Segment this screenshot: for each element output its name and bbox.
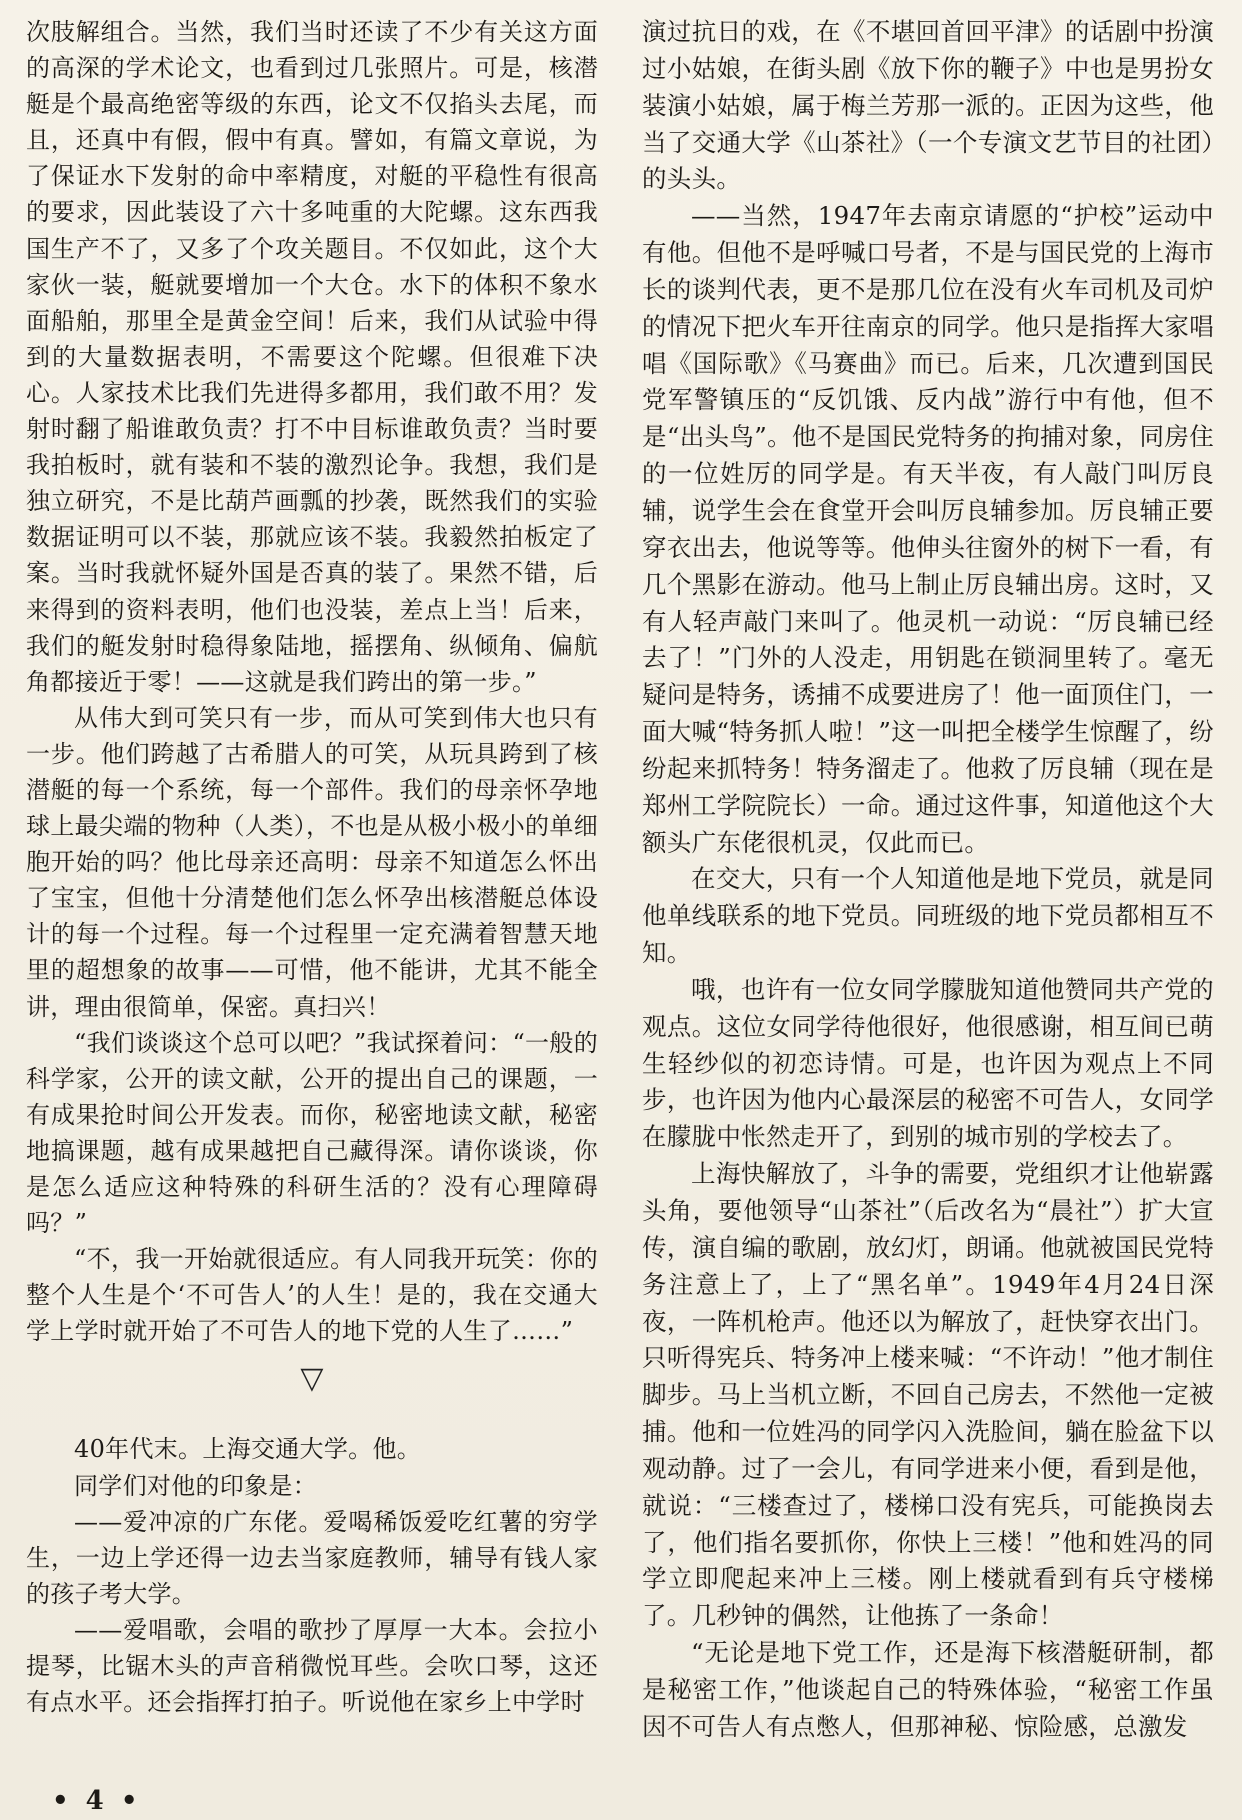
paragraph: “不，我一开始就很适应。有人同我开玩笑：你的整个人生是个‘不可告人’的人生！是的，我在交通大学上学时就开始了不可告人的地下党的人生了……”	[26, 1245, 598, 1346]
paragraph: ——爱唱歌，会唱的歌抄了厚厚一大本。会拉小提琴，比锯木头的声音稍微悦耳些。会吹口琴，这还有点水平。还会指挥打拍子。听说他在家乡上中学时	[26, 1615, 598, 1717]
paragraph: “无论是地下党工作，还是海下核潜艇研制，都是秘密工作，”他谈起自己的特殊体验，“秘密工作虽因不可告人有点憋人，但那神秘、惊险感，总激发	[642, 1638, 1214, 1741]
paragraph: 演过抗日的戏，在《不堪回首回平津》的话剧中扮演过小姑娘，在街头剧《放下你的鞭子》中也是男扮女装演小姑娘，属于梅兰芳那一派的。正因为这些，他当了交通大学《山茶社》（一个专演文艺节目的社团）的头头。	[642, 17, 1214, 194]
paragraph: “我们谈谈这个总可以吧？”我试探着问：“一般的科学家，公开的读文献，公开的提出自己的课题，一有成果抢时间公开发表。而你，秘密地读文献，秘密地搞课题，越有成果越把自己藏得深。请你谈谈，你是怎么适应这种特殊的科研生活的？没有心理障碍吗？”	[26, 1028, 598, 1238]
paragraph: 上海快解放了，斗争的需要，党组织才让他崭露头角，要他领导“山茶社”（后改名为“晨社”）扩大宣传，演自编的歌剧，放幻灯，朗诵。他就被国民党特务注意上了，上了“黑名单”。1949年4月24日深夜，一阵机枪声。他还以为解放了，赶快穿衣出门。只听得宪兵、特务冲上楼来喊：“不许动！”他才制住脚步。马上当机立断，不回自己房去，不然他一定被捕。他和一位姓冯的同学闪入洗脸间，躺在脸盆下以观动静。过了一会儿，有同学进来小便，看到是他，就说：“三楼查过了，楼梯口没有宪兵，可能换岗去了，他们指名要抓你，你快上三楼！”他和姓冯的同学立即爬起来冲上三楼。刚上楼就看到有兵守楼梯了。几秒钟的偶然，让他拣了一条命！	[642, 1159, 1214, 1631]
paragraph: 40年代末。上海交通大学。他。	[74, 1435, 422, 1464]
paragraph: 同学们对他的印象是：	[74, 1471, 317, 1500]
paragraph: ——当然，1947年去南京请愿的“护校”运动中有他。但他不是呼喊口号者，不是与国民党的上海市长的谈判代表，更不是那几位在没有火车司机及司炉的情况下把火车开往南京的同学。他只是指挥大家唱唱《国际歌》《马赛曲》而已。后来，几次遭到国民党军警镇压的“反饥饿、反内战”游行中有他，但不是“出头鸟”。他不是国民党特务的拘捕对象，同房住的一位姓厉的同学是。有天半夜，有人敲门叫厉良辅，说学生会在食堂开会叫厉良辅参加。厉良辅正要穿衣出去，他说等等。他伸头往窗外的树下一看，有几个黑影在游动。他马上制止厉良辅出房。这时，又有人轻声敲门来叫了。他灵机一动说：“厉良辅已经去了！”门外的人没走，用钥匙在锁洞里转了。毫无疑问是特务，诱捕不成要进房了！他一面顶住门，一面大喊“特务抓人啦！”这一叫把全楼学生惊醒了，纷纷起来抓特务！特务溜走了。他救了厉良辅（现在是郑州工学院院长）一命。通过这件事，知道他这个大额头广东佬很机灵，仅此而已。	[642, 201, 1214, 857]
left-column	[26, 14, 598, 1720]
paragraph: 从伟大到可笑只有一步，而从可笑到伟大也只有一步。他们跨越了古希腊人的可笑，从玩具跨到了核潜艇的每一个系统，每一个部件。我们的母亲怀孕地球上最尖端的物种（人类），不也是从极小极小的单细胞开始的吗？他比母亲还高明：母亲不知道怎么怀出了宝宝，但他十分清楚他们怎么怀孕出核潜艇总体设计的每一个过程。每一个过程里一定充满着智慧天地里的超想象的故事——可惜，他不能讲，尤其不能全讲，理由很简单，保密。真扫兴！	[26, 703, 598, 1021]
paragraph: 哦，也许有一位女同学朦胧知道他赞同共产党的观点。这位女同学待他很好，他很感谢，相互间已萌生轻纱似的初恋诗情。可是，也许因为观点上不同步，也许因为他内心最深层的秘密不可告人，女同学在朦胧中怅然走开了，到别的城市别的学校去了。	[642, 974, 1214, 1152]
paragraph: 次肢解组合。当然，我们当时还读了不少有关这方面的高深的学术论文，也看到过几张照片。可是，核潜艇是个最高绝密等级的东西，论文不仅掐头去尾，而且，还真中有假，假中有真。譬如，有篇文章说，为了保证水下发射的命中率精度，对艇的平稳性有很高的要求，因此装设了六十多吨重的大陀螺。这东西我国生产不了，又多了个攻关题目。不仅如此，这个大家伙一装，艇就要增加一个大仓。水下的体积不象水面船舶，那里全是黄金空间！后来，我们从试验中得到的大量数据表明，不需要这个陀螺。但很难下决心。人家技术比我们先进得多都用，我们敢不用？发射时翻了船谁敢负责？打不中目标谁敢负责？当时要我拍板时，就有装和不装的激烈论争。我想，我们是独立研究，不是比葫芦画瓢的抄袭，既然我们的实验数据证明可以不装，那就应该不装。我毅然拍板定了案。当时我就怀疑外国是否真的装了。果然不错，后来得到的资料表明，他们也没装，差点上当！后来，我们的艇发射时稳得象陆地，摇摆角、纵倾角、偏航角都接近于零！——这就是我们跨出的第一步。”	[26, 18, 598, 696]
page-number: • 4 •	[52, 1786, 142, 1816]
paragraph: ——爱冲凉的广东佬。爱喝稀饭爱吃红薯的穷学生，一边上学还得一边去当家庭教师，辅导有钱人家的孩子考大学。	[26, 1507, 598, 1608]
section-break-triangle-icon: ▽	[300, 1361, 324, 1397]
right-column	[642, 14, 1214, 1746]
paragraph: 在交大，只有一个人知道他是地下党员，就是同他单线联系的地下党员。同班级的地下党员都相互不知。	[642, 864, 1214, 968]
section-gap	[26, 1409, 598, 1431]
